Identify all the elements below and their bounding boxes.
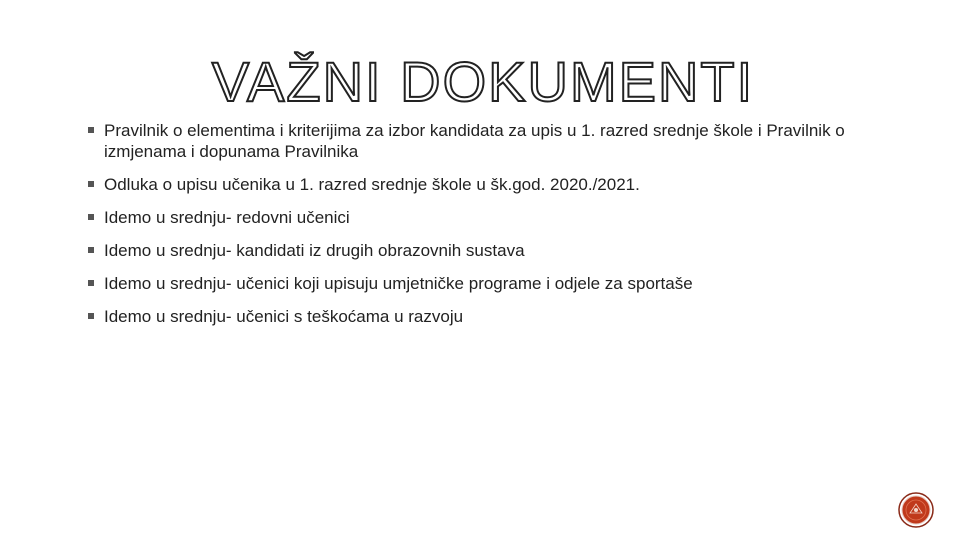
bullet-text: Odluka o upisu učenika u 1. razred srednje škole u šk.god. 2020./2021. [104,175,640,194]
square-bullet-icon [88,247,94,253]
bullet-list [88,118,888,327]
bullet-text: Pravilnik o elementima i kriterijima za izbor kandidata za upis u 1. razred srednje škole i Pravilnik o izmjenama i dopunama Pravilnika [104,121,845,161]
list-item [88,306,888,327]
slide-title: VAŽNI DOKUMENTI [211,50,755,113]
list-item [88,174,888,195]
square-bullet-icon [88,280,94,286]
list-item [88,207,888,228]
bullet-text: Idemo u srednju- kandidati iz drugih obrazovnih sustava [104,241,525,260]
square-bullet-icon [88,214,94,220]
list-item [88,273,888,294]
bullet-text: Idemo u srednju- učenici koji upisuju umjetničke programe i odjele za sportaše [104,274,693,293]
bullet-text: Idemo u srednju- učenici s teškoćama u razvoju [104,307,464,326]
list-item [88,240,888,261]
square-bullet-icon [88,127,94,133]
square-bullet-icon [88,313,94,319]
list-item [88,120,888,162]
square-bullet-icon [88,181,94,187]
bullet-text: Idemo u srednju- redovni učenici [104,208,350,227]
circular-emblem-icon [897,491,935,529]
title-area [0,50,960,113]
